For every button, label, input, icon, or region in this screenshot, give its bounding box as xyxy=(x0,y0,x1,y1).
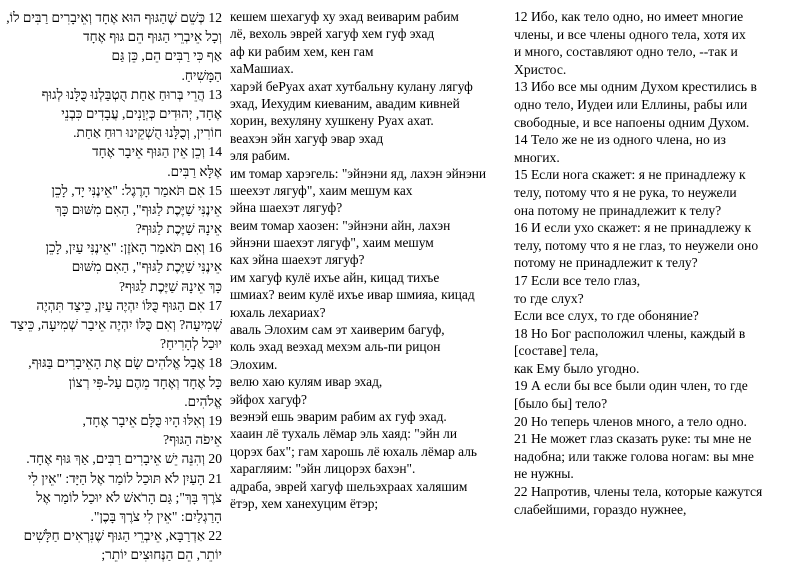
transliteration-line: цорэх бах"; гам харошь лё юхаль лёмар аль xyxy=(230,443,478,459)
hebrew-line: הָרַגְלַיִם: "אֵין לִי צֹרֶךְ בָּכֶן". xyxy=(90,508,222,524)
transliteration-line: аф ки рабим хем, кен гам xyxy=(230,43,374,59)
hebrew-line: 12 כְּשֵׁם שֶׁהַגּוּף הוּא אֶחָד וְאֵיבָרִים רַבִּים לוֹ, xyxy=(6,10,222,25)
russian-line: 22 Напротив, члены тела, которые кажутся xyxy=(514,484,763,500)
transliteration-line: эхад, Иехудим киеваним, авадим кивней xyxy=(230,95,460,111)
transliteration-line: харэй беРуах ахат хутбальну кулану лягуф xyxy=(230,78,473,94)
russian-line: 15 Если нога скажет: я не принадлежу к xyxy=(514,167,746,183)
transliteration-line: эля рабим. xyxy=(230,148,291,164)
hebrew-line: 22 אַדְרַבָּא, אֵיבְרֵי הַגּוּף שֶׁנִּרְאִים חַלָּשִׁים xyxy=(23,528,222,544)
transliteration-line: шеехэт лягуф", хаим мешум ках xyxy=(230,182,413,198)
transliteration-line: Элохим. xyxy=(230,356,278,372)
russian-column xyxy=(514,8,796,518)
russian-line: Христос. xyxy=(514,61,567,77)
russian-line: слабейшими, гораздо нужнее, xyxy=(514,501,687,517)
russian-line: 14 Тело же не из одного члена, но из xyxy=(514,132,726,148)
hebrew-line: 17 אִם הַגּוּף כֻּלּוֹ יִהְיֶה עַיִן, כֵּיצַד תִּהְיֶה xyxy=(36,297,222,313)
russian-line: 13 Ибо все мы одним Духом крестились в xyxy=(514,79,757,95)
russian-line: 16 И если ухо скажет: я не принадлежу к xyxy=(514,220,752,236)
transliteration-line: аваль Элохим сам эт хаиверим багуф, xyxy=(230,322,445,338)
transliteration-line: веэнэй ешь эварим рабим ах гуф эхад. xyxy=(230,408,447,424)
russian-line: свободные, и все напоены одним Духом. xyxy=(514,114,750,130)
transliteration-line: ках эйна шаехэт лягуф? xyxy=(230,252,365,268)
russian-line: 12 Ибо, как тело одно, но имеет многие xyxy=(514,9,744,24)
russian-line: не нужны. xyxy=(514,466,574,482)
hebrew-line: אֶחָד, יְהוּדִים כְּיְוָנִים, עֲבָדִים כִּבְנֵי xyxy=(61,105,222,121)
hebrew-line: 15 אִם תֹּאמַר הָרֶגֶל: "אֵינֶנִּי יָד, לָכֵן xyxy=(51,182,222,198)
hebrew-line: 13 הֲרֵי בְּרוּחַ אַחַת הֻטְבַּלְנוּ כֻּלָּנוּ לְגוּף xyxy=(41,86,222,102)
transliteration-line: им томар харэгель: "эйнэни яд, лахэн эйнэни xyxy=(230,165,487,181)
hebrew-line: אֶלָּא רַבִּים. xyxy=(167,163,222,179)
russian-line: она потому не принадлежит к телу? xyxy=(514,202,722,218)
transliteration-line: юхаль лехариах? xyxy=(230,304,326,320)
russian-line: и много, составляют одно тело, --так и xyxy=(514,44,738,60)
russian-line: телу, потому что я не глаз, то неужели оно xyxy=(514,237,759,253)
hebrew-line: 18 אֲבָל אֱלֹהִים שָׂם אֶת הָאֵיבָרִים בַּגּוּף, xyxy=(28,355,222,371)
transliteration-line: хорин, вехуляну хушкену Руах ахат. xyxy=(230,113,434,129)
transliteration-line: эйфох хагуф? xyxy=(230,391,307,407)
russian-line: телу, потому что я не рука, то неужели xyxy=(514,184,737,200)
russian-line: 21 Не может глаз сказать руке: ты мне не xyxy=(514,431,752,447)
transliteration-line: кешем шехагуф ху эхад веиварим рабим xyxy=(230,9,459,24)
hebrew-line: שְׁמִיעָה? וְאִם כֻּלּוֹ יִהְיֶה אֵיבַר שְׁמִיעָה, כֵּיצַד xyxy=(10,317,222,332)
hebrew-line: יוּכַל לְהָרִיחַ? xyxy=(160,336,222,352)
russian-line: то где слух? xyxy=(514,290,584,306)
russian-line: Если все слух, то где обоняние? xyxy=(514,308,699,324)
transliteration-line: веахэн эйн хагуф эвар эхад xyxy=(230,130,384,146)
transliteration-column xyxy=(230,8,502,512)
transliteration-line: коль эхад веэхад мехэм аль-пи рицон xyxy=(230,339,441,355)
transliteration-line: ётэр, хем ханехуцим ётэр; xyxy=(230,495,379,511)
transliteration-line: велю хаю кулям ивар эхад, xyxy=(230,374,383,390)
hebrew-line: כָּךְ אֵינָהּ שַׁיֶּכֶת לַגּוּף? xyxy=(118,278,222,294)
hebrew-line: יוֹתֵר, הֵם הַנְּחוּצִים יוֹתֵר; xyxy=(101,547,222,563)
russian-line: члены, и все члены одного тела, хотя их xyxy=(514,26,746,42)
transliteration-line: харагляим: "эйн лицорэх бахэн". xyxy=(230,461,416,477)
transliteration-line: хаМашиах. xyxy=(230,61,294,77)
transliteration-line: адраба, эврей хагуф шельэхраах халяшим xyxy=(230,478,468,494)
hebrew-line: אֱלֹהִים. xyxy=(184,393,222,409)
hebrew-line: כָּל אֶחָד וְאֶחָד מֵהֶם עַל-פִּי רְצוֹן xyxy=(68,374,222,390)
hebrew-line: חוֹרִין, וְכֻלָּנוּ הֻשְׁקֵינוּ רוּחַ אַחַת. xyxy=(73,125,222,141)
russian-line: потому не принадлежит к телу? xyxy=(514,255,698,271)
hebrew-line: 14 וְכֵן אֵין הַגּוּף אֵיבָר אֶחָד xyxy=(92,144,222,160)
transliteration-line: хааин лё тухаль лёмар эль хаяд: "эйн ли xyxy=(230,426,458,442)
russian-line: 18 Но Бог расположил члены, каждый в xyxy=(514,325,746,341)
hebrew-line: 16 וְאִם תֹּאמַר הָאֹזֶן: "אֵינֶנִּי עַיִן, לָכֵן xyxy=(45,240,222,256)
russian-line: как Ему было угодно. xyxy=(514,360,640,376)
transliteration-line: эйнэни шаехэт лягуф", хаим мешум xyxy=(230,235,434,251)
russian-line: многих. xyxy=(514,149,560,165)
hebrew-line: הַמָּשִׁיחַ. xyxy=(181,67,222,83)
russian-line: [было бы] тело? xyxy=(514,396,608,412)
hebrew-line: 21 הָעַיִן לֹא תּוּכַל לוֹמַר אֶל הַיָּד: "אֵין לִי xyxy=(27,470,222,486)
hebrew-line: אֵינֶנִּי שַׁיֶּכֶת לַגּוּף", הַאִם מִשּׁוּם xyxy=(71,259,222,275)
hebrew-line: צֹרֶךְ בָּךְ"; גַּם הָרֹאשׁ לֹא יוּכַל לוֹמַר אֶל xyxy=(36,489,222,505)
hebrew-column xyxy=(4,8,222,564)
russian-line: 19 А если бы все были один член, то где xyxy=(514,378,748,394)
transliteration-line: веим томар хаозен: "эйнэни айн, лахэн xyxy=(230,217,451,233)
hebrew-line: אֵינָהּ שַׁיֶּכֶת לַגּוּף? xyxy=(135,221,222,237)
hebrew-line: וְכָל אֵיבְרֵי הַגּוּף הֵם גּוּף אֶחָד xyxy=(83,29,222,45)
hebrew-line: אֵינֶנִּי שַׁיֶּכֶת לַגּוּף", הַאִם מִשּׁוּם כָּךְ xyxy=(55,201,222,217)
russian-line: [составе] тела, xyxy=(514,343,599,359)
russian-line: одно тело, Иудеи или Еллины, рабы или xyxy=(514,96,748,112)
russian-line: 20 Но теперь членов много, а тело одно. xyxy=(514,413,747,429)
hebrew-line: אַף כִּי רַבִּים הֵם, כֵּן גַּם xyxy=(111,48,222,64)
russian-line: 17 Если все тело глаз, xyxy=(514,272,641,288)
transliteration-line: им хагуф кулё ихъе айн, кицад тихъе xyxy=(230,269,440,285)
transliteration-line: шмиах? веим кулё ихъе ивар шмияа, кицад xyxy=(230,287,475,303)
transliteration-line: лё, вехоль эврей хагуф хем гуф эхад xyxy=(230,26,435,42)
russian-line: надобна; или также голова ногам: вы мне xyxy=(514,448,754,464)
hebrew-line: אֵיפֹה הַגּוּף? xyxy=(163,432,222,448)
hebrew-line: 20 וְהִנֵּה יֵשׁ אֵיבָרִים רַבִּים, אַךְ גּוּף אֶחָד. xyxy=(26,451,222,467)
transliteration-line: эйна шаехэт лягуф? xyxy=(230,200,343,216)
hebrew-line: 19 וְאִלּוּ הָיוּ כֻּלָּם אֵיבָר אֶחָד, xyxy=(82,412,222,428)
